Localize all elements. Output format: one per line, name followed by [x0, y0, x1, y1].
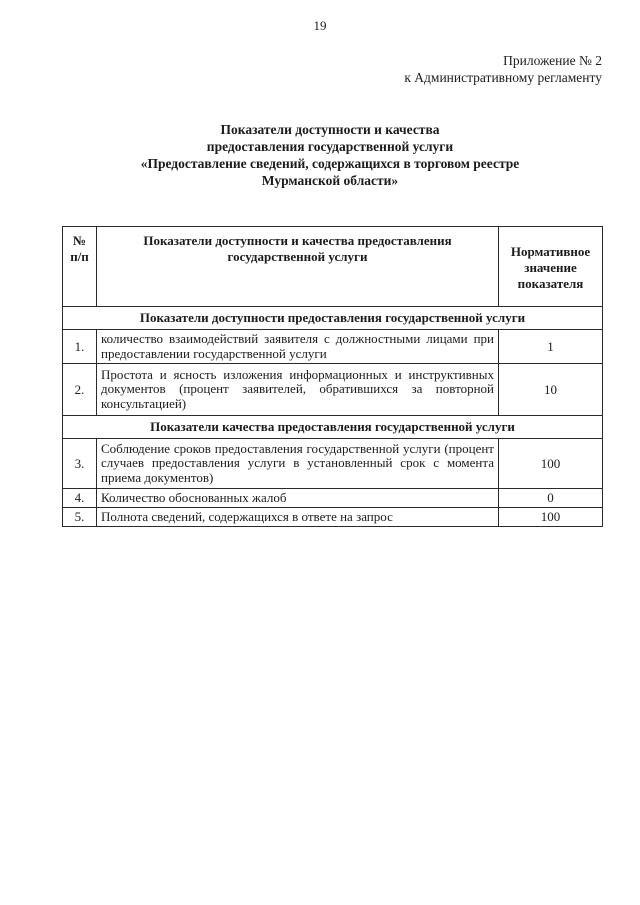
row-value: 1 [499, 330, 603, 364]
row-value: 100 [499, 508, 603, 527]
table-row [63, 439, 603, 489]
table-row [63, 364, 603, 416]
row-value: 0 [499, 489, 603, 508]
section-title: Показатели качества предоставления государственной услуги [63, 416, 603, 439]
section-row [63, 416, 603, 439]
row-number: 3. [63, 439, 97, 489]
row-value: 10 [499, 364, 603, 416]
table-row [63, 489, 603, 508]
row-indicator: Полнота сведений, содержащихся в ответе на запрос [97, 508, 499, 527]
title-line-3: «Предоставление сведений, содержащихся в торговом реестре [140, 156, 520, 171]
appendix-note [404, 52, 602, 86]
section-row [63, 307, 603, 330]
row-indicator: Простота и ясность изложения информационных и инструктивных документов (процент заявителей, обратившихся за повторной консультацией) [97, 364, 499, 416]
header-value: Нормативное значение показателя [499, 227, 603, 307]
row-value: 100 [499, 439, 603, 489]
row-indicator: Соблюдение сроков предоставления государственной услуги (процент случаев предоставления услуги в установленный срок с момента приема документов) [97, 439, 499, 489]
row-indicator: количество взаимодействий заявителя с должностными лицами при предоставлении государственной услуги [97, 330, 499, 364]
document-title [60, 121, 600, 189]
page-number: 19 [313, 18, 327, 33]
row-number: 1. [63, 330, 97, 364]
title-line-4: Мурманской области» [261, 173, 399, 188]
appendix-line-2: к Административному регламенту [404, 70, 602, 85]
header-number: № п/п [63, 227, 97, 307]
header-indicator: Показатели доступности и качества предоставления государственной услуги [97, 227, 499, 307]
row-indicator: Количество обоснованных жалоб [97, 489, 499, 508]
appendix-line-1: Приложение № 2 [503, 53, 602, 68]
row-number: 5. [63, 508, 97, 527]
row-number: 4. [63, 489, 97, 508]
table-row [63, 508, 603, 527]
indicators-table [62, 226, 603, 527]
table-header-row [63, 227, 603, 307]
row-number: 2. [63, 364, 97, 416]
title-line-1: Показатели доступности и качества [220, 122, 440, 137]
section-title: Показатели доступности предоставления государственной услуги [63, 307, 603, 330]
table-row [63, 330, 603, 364]
title-line-2: предоставления государственной услуги [206, 139, 454, 154]
